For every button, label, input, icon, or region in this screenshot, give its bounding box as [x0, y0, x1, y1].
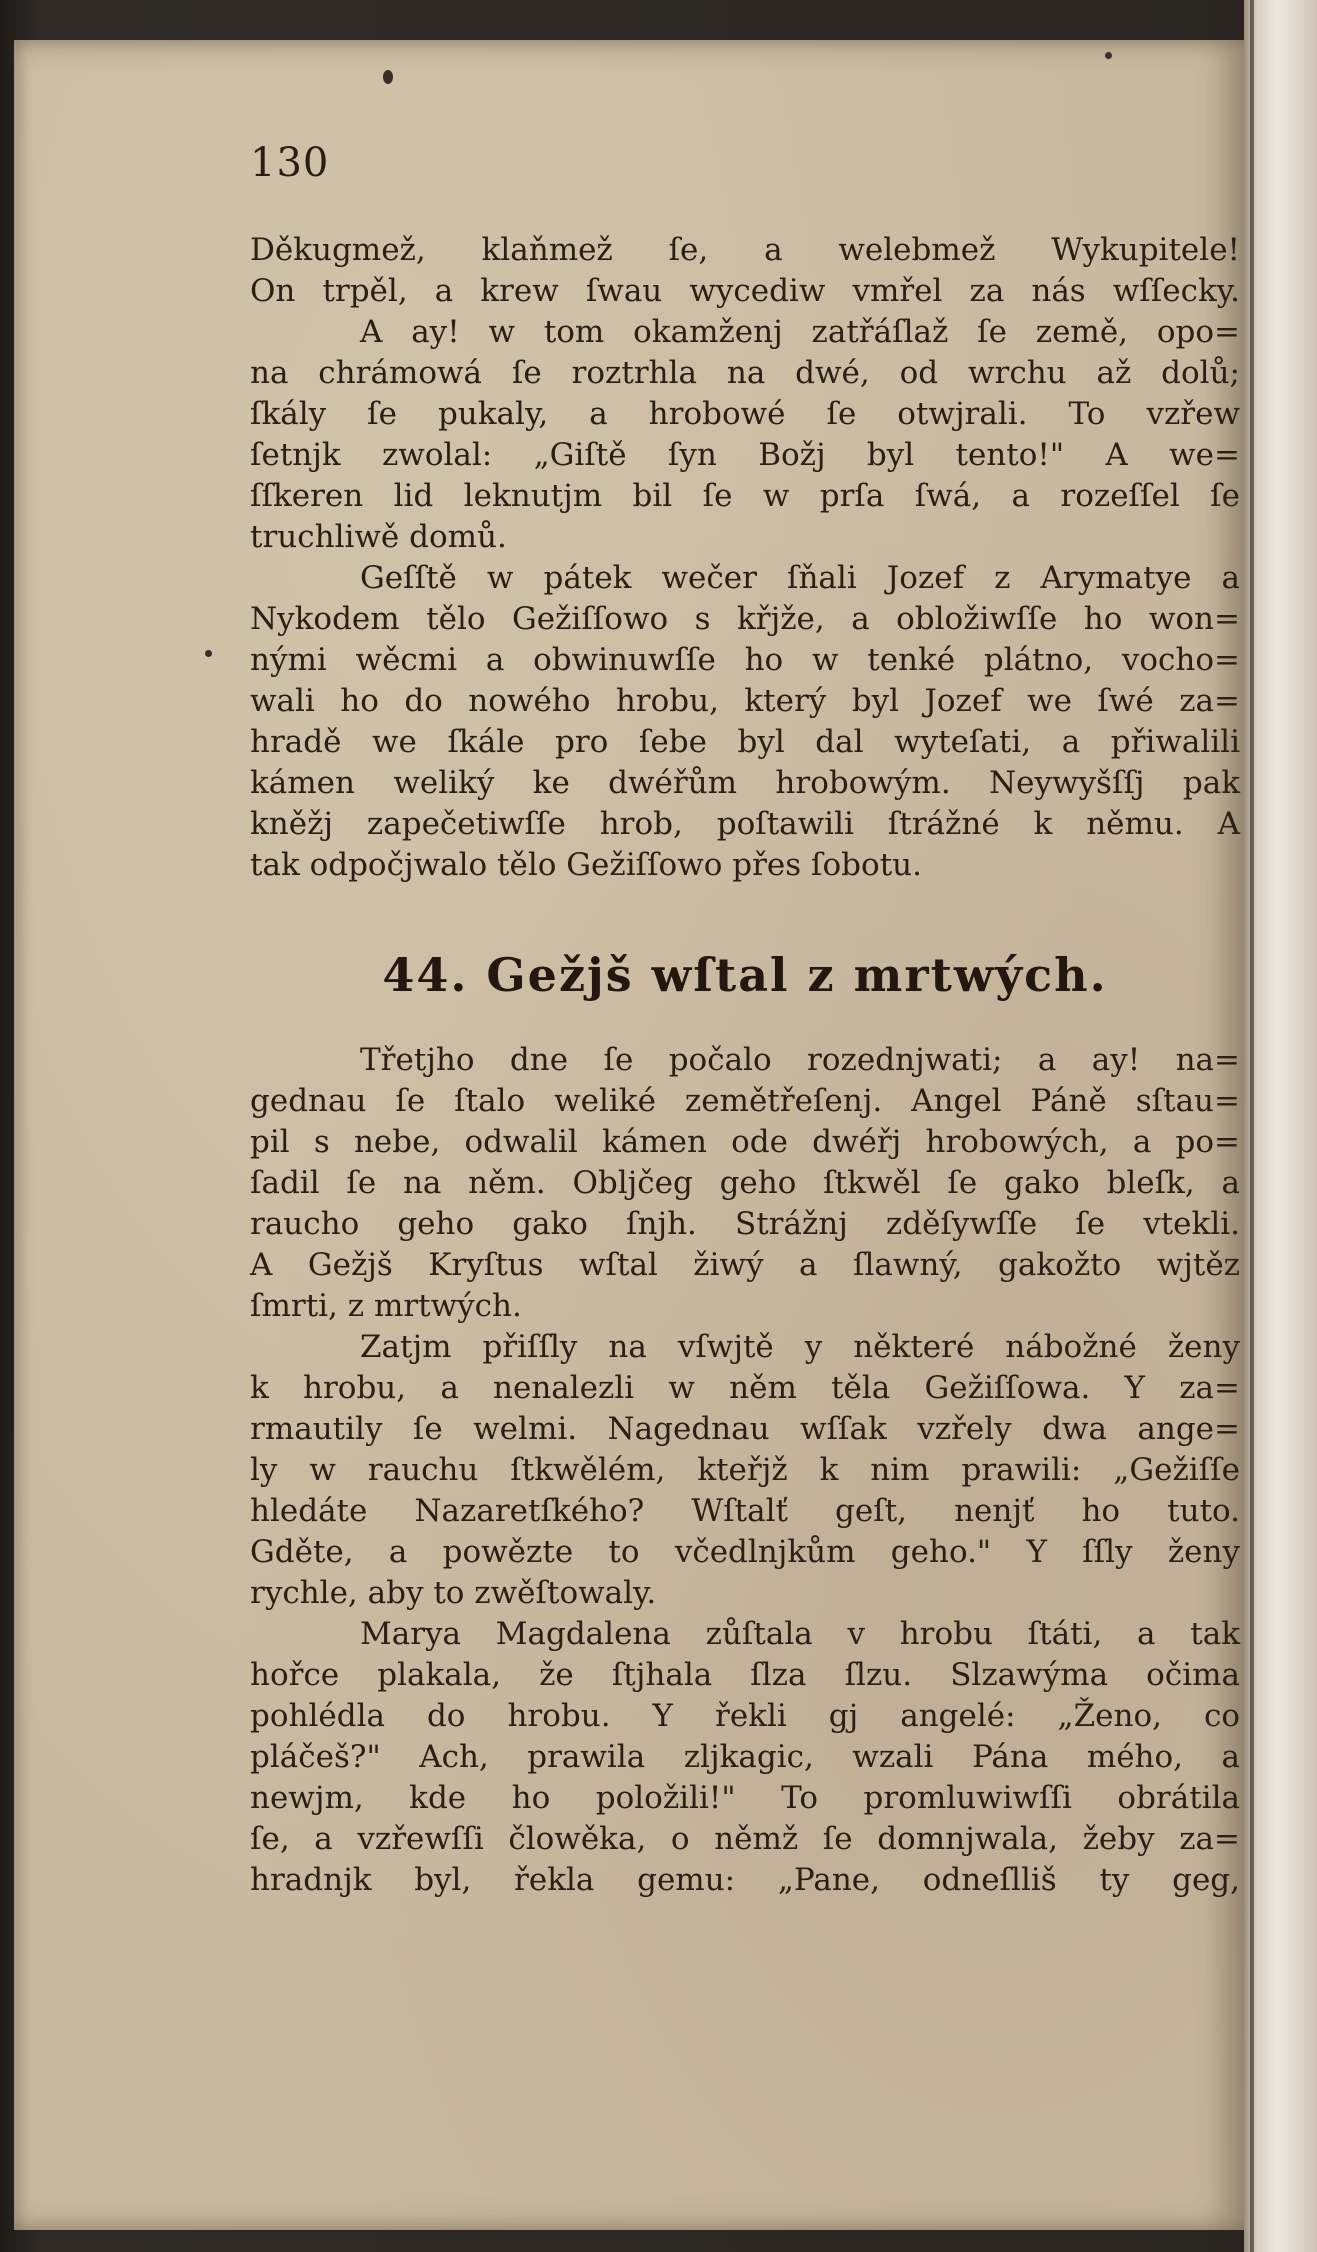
text-line: nými wěcmi a obwinuwſſe ho w tenké plátno, vocho= [250, 642, 1240, 678]
page-edge [1244, 0, 1317, 2252]
text-line: pláčeš?" Ach, prawila zljkagic, wzali Pána mého, a [250, 1739, 1240, 1775]
text-line: truchliwě domů. [250, 519, 507, 555]
text-section-2 [250, 1040, 1240, 1901]
text-line: ſſkeren lid leknutjm bil ſe w prſa ſwá, a rozeſſel ſe [250, 478, 1240, 514]
text-line: Třetjho dne ſe počalo rozednjwati; a ay! na= [360, 1042, 1240, 1078]
text-line: hořce plakala, že ſtjhala ſlza ſlzu. Slzawýma očima [250, 1657, 1240, 1693]
ink-spot [1105, 52, 1112, 59]
text-line: ſetnjk zwolal: „Giſtě ſyn Božj byl tento!" A we= [250, 437, 1240, 473]
text-line: gednau ſe ſtalo weliké zemětřeſenj. Angel Páně sſtau= [250, 1083, 1240, 1119]
text-line: ſkály ſe pukaly, a hrobowé ſe otwjrali. To vzřew [250, 396, 1240, 432]
text-line: Marya Magdalena zůſtala v hrobu ſtáti, a tak [360, 1616, 1240, 1652]
binding-shadow [1250, 0, 1254, 2252]
text-line: ſadil ſe na něm. Obljčeg geho ſtkwěl ſe gako bleſk, a [250, 1165, 1240, 1201]
ink-spot [205, 650, 212, 657]
text-line: Gděte, a powězte to včedlnjkům geho." Y ſſly ženy [250, 1534, 1240, 1570]
text-line: hradě we ſkále pro ſebe byl dal wyteſati, a přiwalili [250, 724, 1240, 760]
text-line: hradnjk byl, řekla gemu: „Pane, odneſlliš ty geg, [250, 1862, 1240, 1898]
text-line: tak odpočjwalo tělo Gežiſſowo přes ſobotu. [250, 847, 922, 883]
text-line: ſmrti, z mrtwých. [250, 1288, 522, 1324]
text-line: Děkugmež, klaňmež ſe, a welebmež Wykupitele! [250, 232, 1240, 268]
text-line: On trpěl, a krew ſwau wycediw vmřel za nás wſſecky. [250, 273, 1240, 309]
page-number: 130 [250, 140, 330, 186]
text-line: newjm, kde ho položili!" To promluwiwſſi obrátila [250, 1780, 1240, 1816]
ink-spot [383, 70, 393, 84]
text-section-1 [250, 230, 1240, 886]
section-heading: 44. Gežjš wſtal z mrtwých. [382, 948, 1108, 1002]
text-line: A ay! w tom okamženj zatřáſlaž ſe země, opo= [360, 314, 1240, 350]
text-line: Zatjm přiſſly na vſwjtě y některé nábožné ženy [360, 1329, 1240, 1365]
text-line: raucho geho gako ſnjh. Strážnj zděſywſſe ſe vtekli. [250, 1206, 1240, 1242]
text-line: pil s nebe, odwalil kámen ode dwéřj hrobowých, a po= [250, 1124, 1240, 1160]
text-line: k hrobu, a nenalezli w něm těla Gežiſſowa. Y za= [250, 1370, 1240, 1406]
text-line: rmautily ſe welmi. Nagednau wſſak vzřely dwa ange= [250, 1411, 1240, 1447]
text-line: A Gežjš Kryſtus wſtal žiwý a ſlawný, gakožto wjtěz [250, 1247, 1240, 1283]
text-line: wali ho do nowého hrobu, který byl Jozef we ſwé za= [250, 683, 1240, 719]
text-line: Geſſtě w pátek wečer ſňali Jozef z Arymatye a [360, 560, 1240, 596]
text-line: rychle, aby to zwěſtowaly. [250, 1575, 657, 1611]
text-line: Nykodem tělo Gežiſſowo s křjže, a obložiwſſe ho won= [250, 601, 1240, 637]
text-line: ſe, a vzřewſſi člowěka, o němž ſe domnjwala, žeby za= [250, 1821, 1240, 1857]
text-line: na chrámowá ſe roztrhla na dwé, od wrchu až dolů; [250, 355, 1240, 391]
text-line: hledáte Nazaretſkého? Wſtalť geſt, nenjť ho tuto. [250, 1493, 1240, 1529]
text-line: ly w rauchu ſtkwělém, kteřjž k nim prawili: „Gežiſſe [250, 1452, 1240, 1488]
text-line: kámen weliký ke dwéřům hrobowým. Neywyšſſj pak [250, 765, 1240, 801]
text-line: kněžj zapečetiwſſe hrob, poſtawili ſtrážné k němu. A [250, 806, 1240, 842]
text-line: pohlédla do hrobu. Y řekli gj angelé: „Ženo, co [250, 1698, 1240, 1734]
